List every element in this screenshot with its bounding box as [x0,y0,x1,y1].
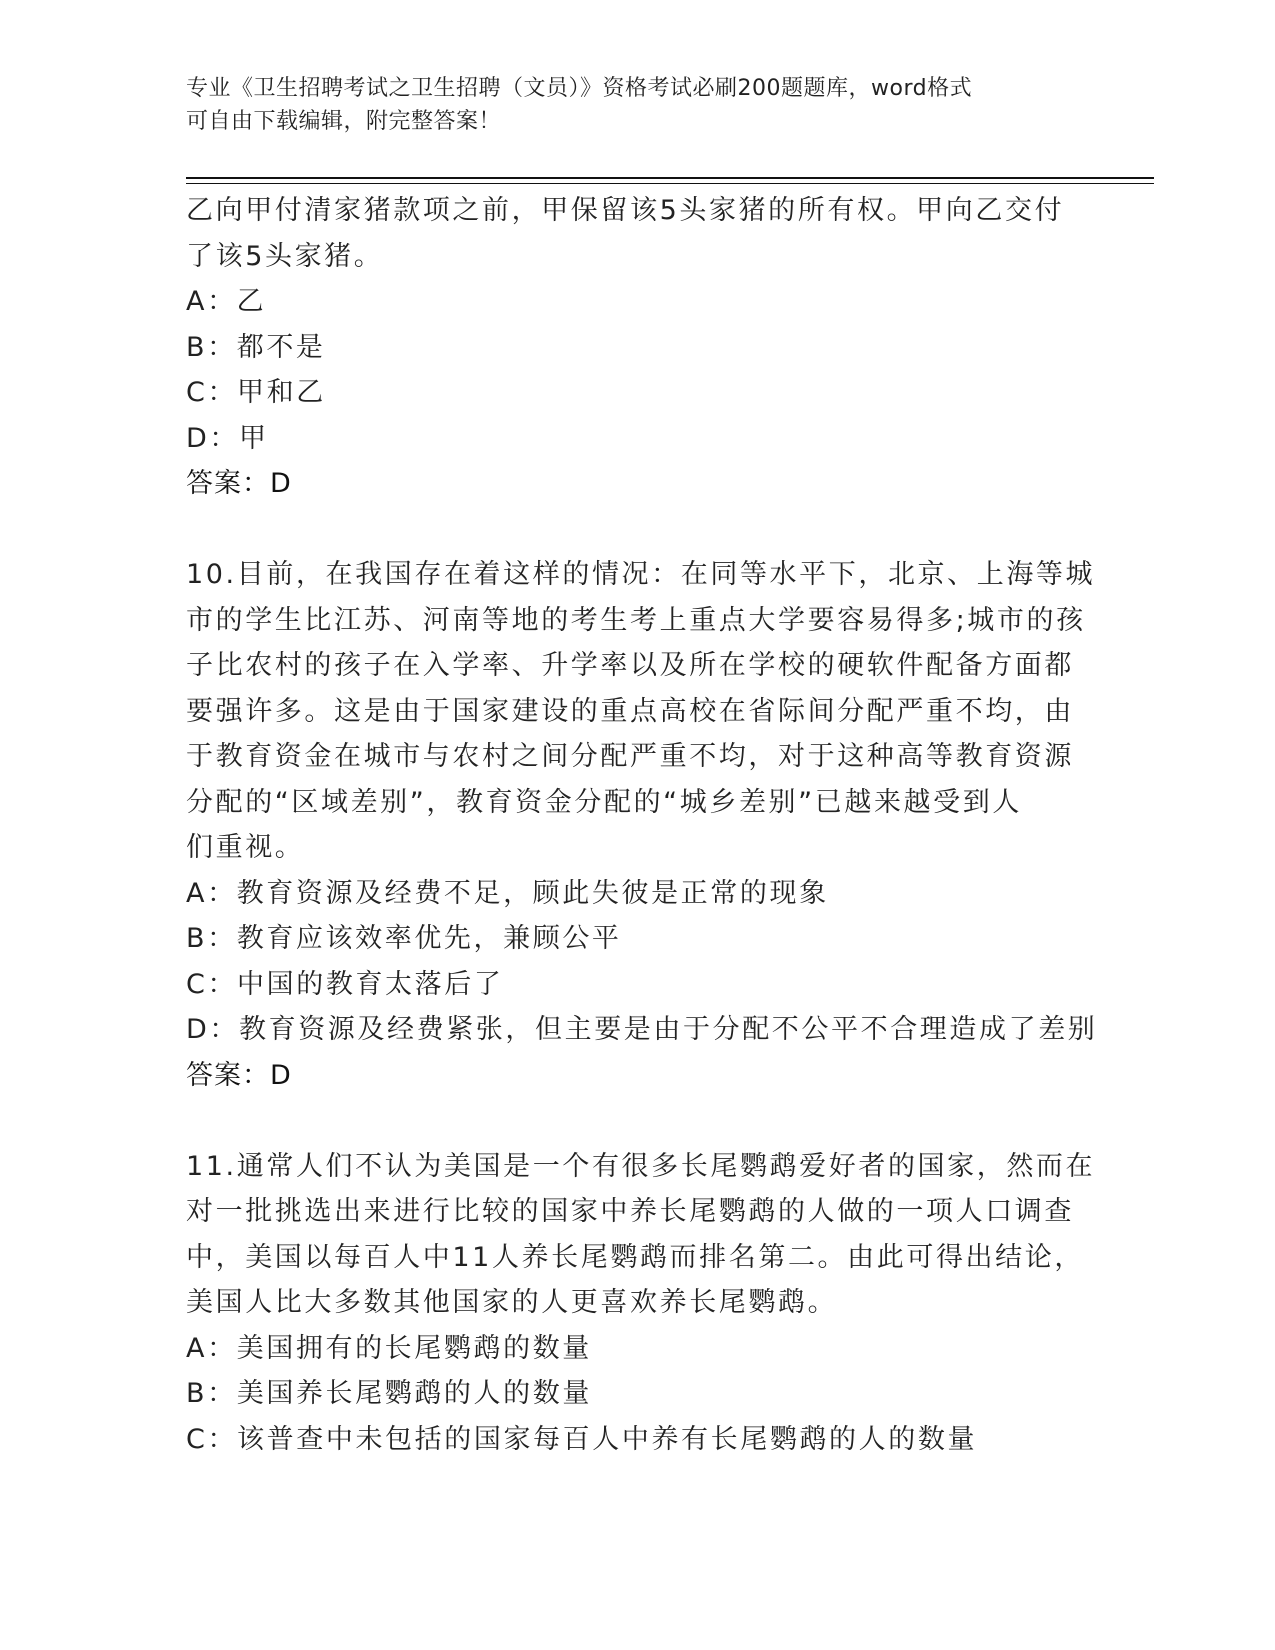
option-a: A：美国拥有的长尾鹦鹉的数量 [186,1332,592,1364]
question-stem-line: 对一批挑选出来进行比较的国家中养长尾鹦鹉的人做的一项人口调查 [186,1196,1074,1227]
question-stem-line: 了该5头家猪。 [186,240,384,272]
header-title-line-2: 可自由下载编辑，附完整答案！ [186,109,502,134]
spacer [186,507,1086,553]
option-d: D：教育资源及经费紧张，但主要是由于分配不公平不合理造成了差别 [186,1014,1098,1045]
option-b: B：都不是 [186,331,326,363]
question-9 [186,188,1086,507]
question-stem-line: 10.目前，在我国存在着这样的情况：在同等水平下，北京、上海等城 [186,559,1096,590]
option-c: C：该普查中未包括的国家每百人中养有长尾鹦鹉的人的数量 [186,1423,978,1455]
question-stem-line: 11.通常人们不认为美国是一个有很多长尾鹦鹉爱好者的国家，然而在 [186,1150,1096,1182]
page-header [186,72,1066,138]
answer-line: 答案：D [186,1059,292,1091]
question-10 [186,552,1098,1098]
header-divider-thick [186,177,1154,179]
question-11 [186,1144,1096,1463]
spacer [186,1098,1086,1144]
option-b: B：美国养长尾鹦鹉的人的数量 [186,1378,592,1409]
question-stem-line: 乙向甲付清家猪款项之前，甲保留该5头家猪的所有权。甲向乙交付 [186,195,1065,226]
option-c: C：甲和乙 [186,377,326,408]
question-stem-line: 们重视。 [186,832,305,863]
option-a: A：教育资源及经费不足，顾此失彼是正常的现象 [186,877,829,909]
header-divider-thin [186,183,1154,184]
header-title-line-1: 专业《卫生招聘考试之卫生招聘（文员）》资格考试必刷200题题库，word格式 [186,76,973,101]
option-a: A：乙 [186,286,267,317]
option-c: C：中国的教育太落后了 [186,968,504,1000]
question-stem-line: 美国人比大多数其他国家的人更喜欢养长尾鹦鹉。 [186,1287,838,1318]
question-stem-line: 于教育资金在城市与农村之间分配严重不均，对于这种高等教育资源 [186,741,1074,772]
question-stem-line: 分配的“区域差别”，教育资金分配的“城乡差别”已越来越受到人 [186,786,1022,818]
question-stem-line: 市的学生比江苏、河南等地的考生考上重点大学要容易得多;城市的孩 [186,604,1086,636]
question-stem-line: 中，美国以每百人中11人养长尾鹦鹉而排名第二。由此可得出结论， [186,1241,1084,1273]
question-list [186,188,1098,1462]
answer-line: 答案：D [186,468,292,499]
question-stem-line: 要强许多。这是由于国家建设的重点高校在省际间分配严重不均，由 [186,695,1074,727]
question-stem-line: 子比农村的孩子在入学率、升学率以及所在学校的硬软件配备方面都 [186,650,1074,681]
option-d: D：甲 [186,422,269,454]
option-b: B：教育应该效率优先，兼顾公平 [186,923,622,954]
